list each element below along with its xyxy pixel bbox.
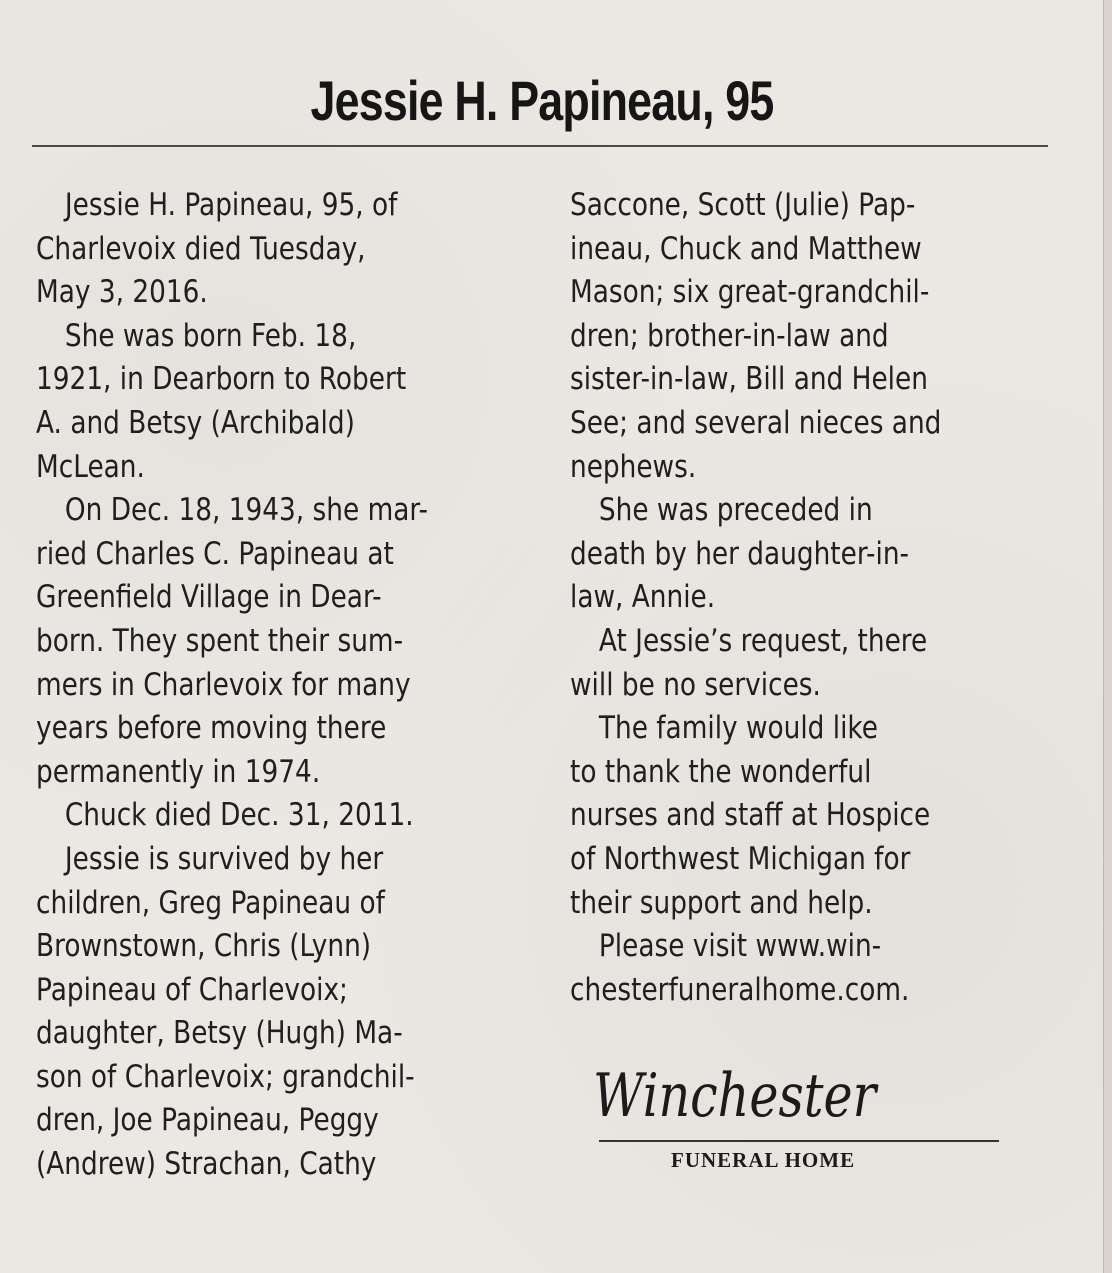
text-line: daughter, Betsy (Hugh) Ma-: [36, 1015, 403, 1052]
text-line: (Andrew) Strachan, Cathy: [36, 1146, 377, 1183]
text-line: will be no services.: [570, 666, 821, 703]
text-line: ineau, Chuck and Matthew: [570, 230, 922, 267]
text-line: their support and help.: [570, 884, 873, 921]
text-line: May 3, 2016.: [36, 274, 208, 311]
text-line: dren; brother-in-law and: [570, 317, 889, 354]
text-line: Jessie is survived by her: [64, 840, 384, 877]
text-line: born. They spent their sum-: [36, 622, 404, 659]
text-line: Mason; six great-grandchil-: [570, 274, 930, 311]
page-edge: [1103, 0, 1112, 1273]
text-line: dren, Joe Papineau, Peggy: [36, 1102, 379, 1139]
text-line: to thank the wonderful: [570, 753, 872, 790]
text-line: of Northwest Michigan for: [570, 840, 911, 877]
text-line: Jessie H. Papineau, 95, of: [64, 187, 398, 223]
text-line: children, Greg Papineau of: [36, 884, 385, 921]
text-line: Greenfield Village in Dear-: [36, 579, 382, 616]
text-line: ried Charles C. Papineau at: [36, 535, 394, 572]
text-line: The family would like: [598, 710, 878, 747]
text-line: Charlevoix died Tuesday,: [36, 230, 366, 267]
text-line: chesterfuneralhome.com.: [570, 971, 910, 1008]
text-line: McLean.: [36, 448, 145, 485]
text-line: She was born Feb. 18,: [64, 317, 357, 354]
text-line: Brownstown, Chris (Lynn): [36, 928, 372, 965]
text-line: A. and Betsy (Archibald): [36, 404, 355, 441]
text-line: 1921, in Dearborn to Robert: [36, 361, 407, 398]
text-line: nurses and staff at Hospice: [570, 797, 931, 834]
text-line: nephews.: [570, 448, 697, 485]
text-line: Papineau of Charlevoix;: [36, 971, 348, 1008]
text-line: She was preceded in: [598, 492, 873, 529]
text-line: On Dec. 18, 1943, she mar-: [64, 492, 429, 529]
right-text-column: [570, 184, 1050, 1012]
text-line: At Jessie’s request, there: [598, 622, 928, 659]
text-line: Chuck died Dec. 31, 2011.: [64, 797, 414, 834]
text-line: son of Charlevoix; grandchil-: [36, 1058, 415, 1095]
funeral-home-logo: [585, 1040, 1005, 1190]
text-line: death by her daughter-in-: [570, 535, 910, 572]
headline-rule: [32, 145, 1048, 147]
obituary-headline: Jessie H. Papineau, 95: [310, 69, 774, 132]
logo-wordmark: Winchester: [593, 1061, 877, 1131]
text-line: Please visit www.win-: [598, 928, 882, 965]
text-line: See; and several nieces and: [570, 404, 942, 441]
text-line: law, Annie.: [570, 579, 716, 616]
text-line: years before moving there: [36, 710, 387, 747]
logo-underline: [599, 1140, 999, 1142]
text-line: sister-in-law, Bill and Helen: [570, 361, 928, 398]
text-line: Saccone, Scott (Julie) Pap-: [570, 187, 916, 223]
text-line: mers in Charlevoix for many: [36, 666, 411, 703]
text-line: permanently in 1974.: [36, 753, 321, 790]
left-text-column: [36, 184, 536, 1187]
logo-subtitle: FUNERAL HOME: [671, 1148, 856, 1172]
